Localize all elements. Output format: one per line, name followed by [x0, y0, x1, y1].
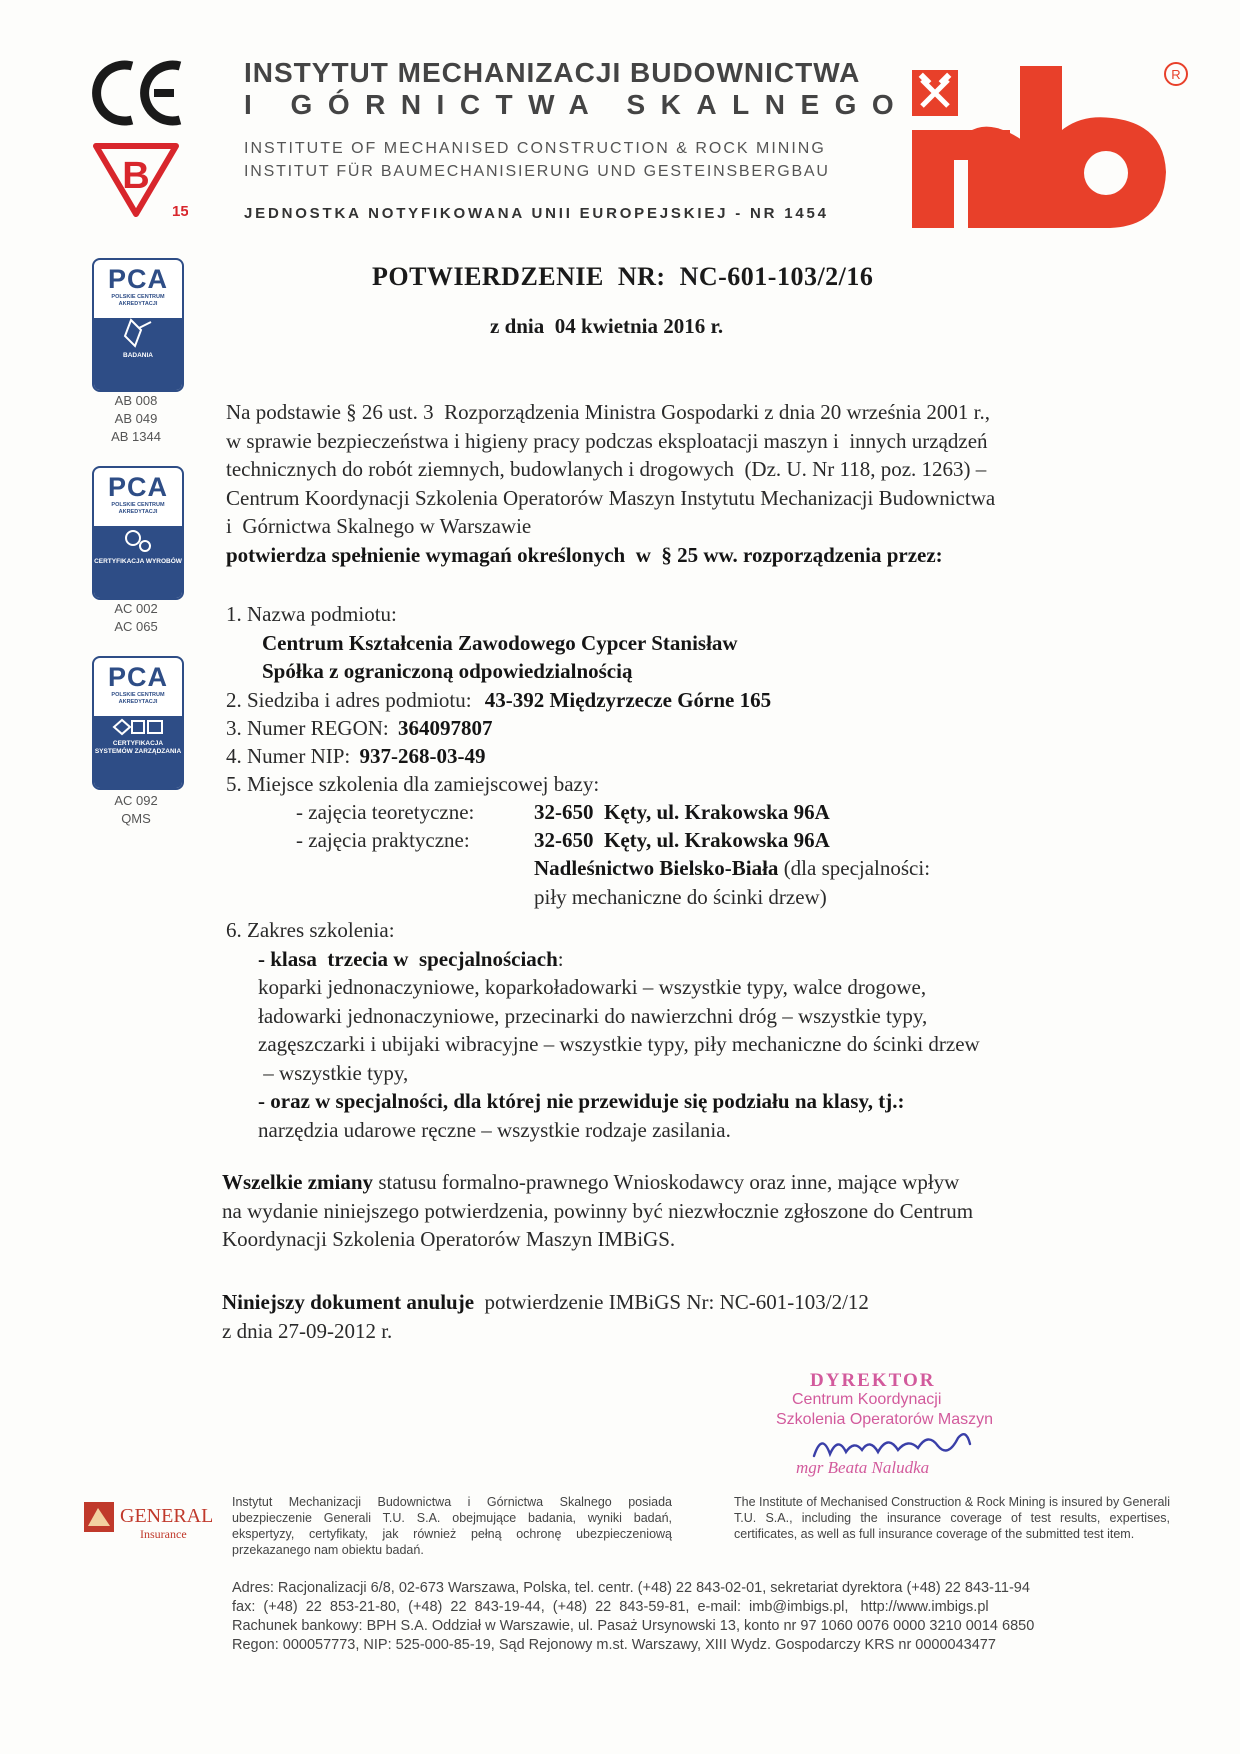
document-title: POTWIERDZENIE NR: NC-601-103/2/16 — [372, 262, 874, 291]
pca-codes-system-certification: AC 092 QMS — [114, 793, 158, 826]
institute-name-de: INSTITUT FÜR BAUMECHANISIERUNG UND GESTEINSBERGBAU — [244, 163, 830, 180]
gears-icon — [121, 526, 155, 556]
forest-location: Nadleśnictwo Bielsko-Biała (dla specjalności: piły mechaniczne do ścinki drzew) — [534, 856, 931, 909]
entity-name-line1: Centrum Kształcenia Zawodowego Cypcer Stanisław — [262, 630, 738, 655]
item-2: 2. Siedziba i adres podmiotu: 43-392 Międzyrzecze Górne 165 — [226, 688, 772, 712]
svg-text:GENERALI: GENERALI — [120, 1505, 212, 1527]
item-1: 1. Nazwa podmiotu: Centrum Kształcenia Zawodowego Cypcer Stanisław Spółka z ograniczoną odpowiedzialnością — [226, 600, 738, 686]
insurance-note-pl: Instytut Mechanizacji Budownictwa i Górnictwa Skalnego posiada ubezpieczenie Generali T.U. S.A. obejmujące badania, wyniki badań, ekspertyzy, certyfikaty, jak również pełną ochronę ubezpieczeniową przekazanego nam obiektu badań. — [232, 1495, 672, 1557]
entity-name-line2: Spółka z ograniczoną odpowiedzialnością — [262, 659, 633, 683]
pca-badge-system-certification: PCA POLSKIE CENTRUM AKREDYTACJI CERTYFIKACJA SYSTEMÓW ZARZĄDZANIA — [92, 656, 184, 790]
svg-text:15: 15 — [172, 203, 188, 220]
institute-title-line2: I GÓRNICTWA SKALNEGO — [244, 89, 910, 120]
flask-icon — [121, 318, 155, 350]
item-3: 3. Numer REGON: 364097807 — [226, 716, 493, 740]
institute-name-en: INSTITUTE OF MECHANISED CONSTRUCTION & ROCK MINING — [244, 140, 826, 157]
signature-line2: Szkolenia Operatorów Maszyn — [776, 1411, 993, 1428]
intro-paragraph: Na podstawie § 26 ust. 3 Rozporządzenia Ministra Gospodarki z dnia 20 września 2001 r., w sprawie bezpieczeństwa i higieny pracy podczas eksploatacji maszyn i innych urządzeń technicznych do robót ziemnych, budowlanych i drogowych (Dz. U. Nr 118, poz. 1263) – Centrum Koordynacji Szkolenia Operatorów Maszyn Instytutu Mechanizacji Budownictwa i Górnictwa Skalnego w Warszawie potwierdza spełnienie wymagań określonych w § 25 ww. rozporządzenia przez: — [226, 398, 995, 569]
svg-text:Insurance: Insurance — [140, 1527, 187, 1541]
item-4: 4. Numer NIP: 937-268-03-49 — [226, 744, 486, 768]
chain-icon — [110, 716, 166, 738]
regon-value: 364097807 — [397, 716, 493, 740]
ce-mark — [92, 58, 188, 128]
item-6: 6. Zakres szkolenia: - klasa trzecia w specjalnościach: koparki jednonaczyniowe, koparkoładowarki – wszystkie typy, walce drogowe, ładowarki jednonaczyniowe, przecinarki do nawierzchni dróg – wszystkie typy, zagęszczarki i ubijaki wibracyjne – wszystkie typy, piły mechaniczne do ścinki drzew – wszystkie typy, - oraz w specjalności, dla której nie przewiduje się podziału na klasy, tj.: narzędzia udarowe ręczne – wszystkie rodzaje zasilania. — [226, 918, 980, 1142]
pca-badge-product-certification: PCA POLSKIE CENTRUM AKREDYTACJI CERTYFIKACJA WYROBÓW — [92, 466, 184, 600]
document-date: z dnia 04 kwietnia 2016 r. — [490, 314, 724, 338]
footer-address-line4: Regon: 000057773, NIP: 525-000-85-19, Sąd Rejonowy m.st. Warszawy, XIII Wydz. Gospodarczy KRS nr 0000043477 — [232, 1637, 996, 1653]
svg-text:R: R — [1171, 67, 1181, 82]
nip-value: 937-268-03-49 — [359, 744, 486, 768]
changes-paragraph: Wszelkie zmiany statusu formalno-prawnego Wnioskodawcy oraz inne, mające wpływ na wydanie niniejszego potwierdzenia, powinny być niezwłocznie zgłoszone do Centrum Koordynacji Szkolenia Operatorów Maszyn IMBiGS. — [222, 1170, 974, 1251]
practice-location: - zajęcia praktyczne: 32-650 Kęty, ul. Krakowska 96A — [296, 828, 830, 852]
insurance-note-en: The Institute of Mechanised Construction & Rock Mining is insured by Generali T.U. S.A., including the insurance coverage of test results, expertises, certificates, as well as full insurance coverage of the submitted test item. — [734, 1495, 1170, 1541]
svg-text:B: B — [122, 155, 150, 197]
footer-address-line2: fax: (+48) 22 853-21-80, (+48) 22 843-19-44, (+48) 22 843-59-81, e-mail: imb@imbigs.pl, http://www.imbigs.pl — [232, 1599, 989, 1615]
notified-body-line: JEDNOSTKA NOTYFIKOWANA UNII EUROPEJSKIEJ - NR 1454 — [244, 205, 829, 222]
theory-location: - zajęcia teoretyczne: 32-650 Kęty, ul. Krakowska 96A — [296, 800, 830, 824]
signature-title: DYREKTOR — [810, 1370, 936, 1391]
entity-address: 43-392 Międzyrzecze Górne 165 — [484, 688, 772, 712]
pca-codes-product-certification: AC 002 AC 065 — [114, 601, 158, 634]
b-safety-mark — [92, 140, 188, 222]
item-5: 5. Miejsce szkolenia dla zamiejscowej bazy: — [226, 772, 600, 796]
institute-title-line1: INSTYTUT MECHANIZACJI BUDOWNICTWA — [244, 57, 861, 88]
footer-address-line3: Rachunek bankowy: BPH S.A. Oddział w Warszawie, ul. Pasaż Ursynowski 13, konto nr 97 1060 0076 0000 3210 0014 6850 — [232, 1618, 1035, 1634]
signatory-name: mgr Beata Naludka — [796, 1458, 930, 1477]
intro-confirmation: potwierdza spełnienie wymagań określonych w § 25 ww. rozporządzenia przez: — [226, 542, 943, 567]
pca-badge-testing: PCA POLSKIE CENTRUM AKREDYTACJI BADANIA — [92, 258, 184, 392]
annulment-paragraph: Niniejszy dokument anuluje potwierdzenie IMBiGS Nr: NC-601-103/2/12 z dnia 27-09-2012 r. — [222, 1290, 869, 1343]
footer-address-line1: Adres: Racjonalizacji 6/8, 02-673 Warszawa, Polska, tel. centr. (+48) 22 843-02-01, sekretariat dyrektora (+48) 22 843-11-94 — [232, 1580, 1030, 1596]
generali-logo — [82, 1496, 212, 1546]
imb-logo — [912, 60, 1192, 230]
signature-line1: Centrum Koordynacji — [792, 1391, 942, 1408]
pca-codes-testing: AB 008 AB 049 AB 1344 — [111, 393, 161, 444]
